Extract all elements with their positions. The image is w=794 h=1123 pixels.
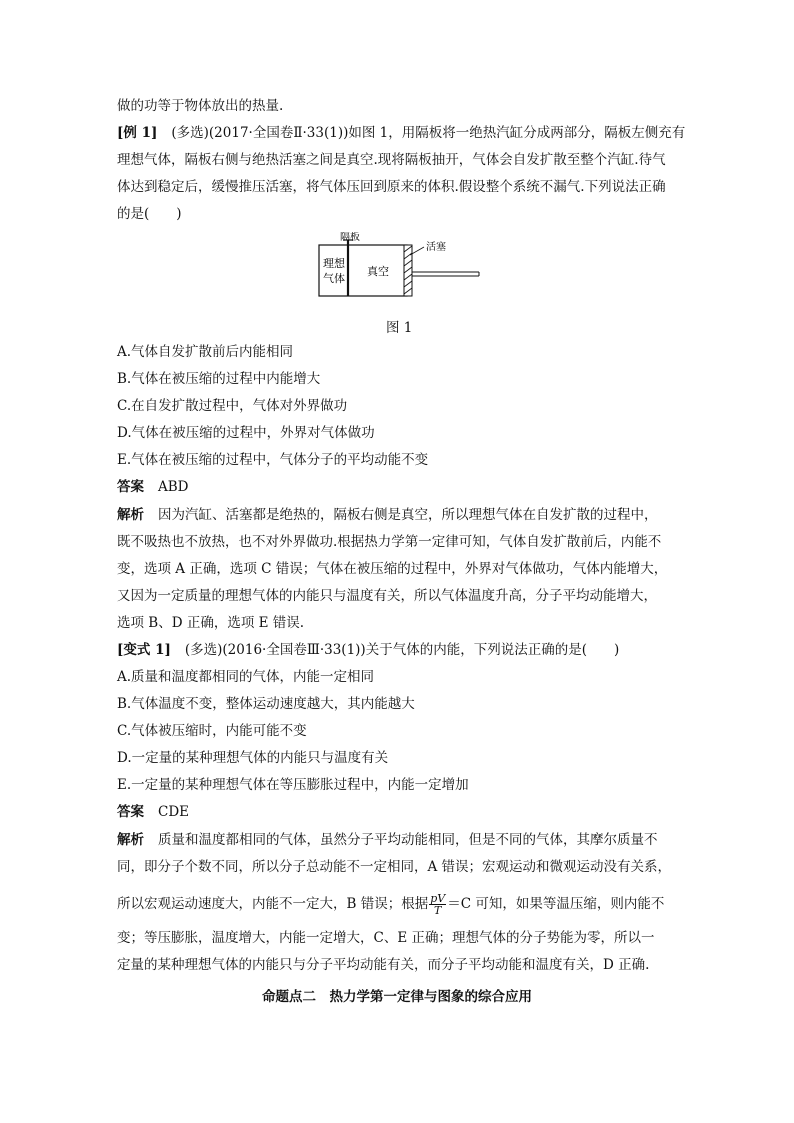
option-e-1: E.气体在被压缩的过程中，气体分子的平均动能不变: [117, 452, 429, 468]
analysis-1-line-1: 解析 因为汽缸、活塞都是绝热的，隔板右侧是真空，所以理想气体在自发扩散的过程中，: [117, 507, 658, 523]
option-c-1: C.在自发扩散过程中，气体对外界做功: [117, 398, 348, 414]
analysis-1-label: 解析: [117, 507, 144, 523]
example-1-line-1: [例 1] (多选)(2017·全国卷Ⅱ·33(1))如图 1，用隔板将一绝热汽缸分成两部分，隔板左侧充有: [117, 125, 686, 141]
answer-2: [117, 802, 682, 822]
piston: [404, 245, 412, 296]
option-a-1: A.气体自发扩散前后内能相同: [117, 344, 294, 360]
option-b-1: B.气体在被压缩的过程中内能增大: [117, 371, 321, 387]
analysis-2-line-5: 定量的某种理想气体的内能只与分子平均动能有关，而分子平均动能和温度有关，D 正确.: [117, 957, 650, 973]
example-1-line-3: 体达到稳定后，缓慢推压活塞，将气体压回到原来的体积.假设整个系统不漏气.下列说法正确: [117, 179, 666, 195]
variant-1-line-1: [变式 1] (多选)(2016·全国卷Ⅲ·33(1))关于气体的内能，下列说法正确的是( ): [117, 642, 620, 658]
analysis-2-line-2: 同，即分子个数不同，所以分子总动能不一定相同，A 错误；宏观运动和微观运动没有关系，: [117, 859, 672, 875]
gas-label-1: 理想: [323, 257, 345, 270]
example-1-tag: [例 1]: [117, 125, 158, 141]
pv-over-t-fraction: $\frac{pV}{T}$: [430, 892, 446, 917]
option-b-2: B.气体温度不变，整体运动速度越大，其内能越大: [117, 696, 415, 712]
analysis-1-line-3: 变，选项 A 正确，选项 C 错误；气体在被压缩的过程中，外界对气体做功，气体内能增大，: [117, 561, 668, 577]
answer-1: [117, 477, 682, 497]
variant-1-tag: [变式 1]: [117, 642, 171, 658]
example-1-line-2: 理想气体，隔板右侧与绝热活塞之间是真空.现将隔板抽开，气体会自发扩散至整个汽缸.待气: [117, 152, 666, 168]
piston-label: 活塞: [426, 242, 446, 253]
analysis-2-line-1: 解析 质量和温度都相同的气体，虽然分子平均动能相同，但是不同的气体，其摩尔质量不: [117, 832, 658, 848]
option-c-2: C.气体被压缩时，内能可能不变: [117, 723, 307, 739]
section-heading: 命题点二 热力学第一定律与图象的综合应用: [262, 989, 532, 1005]
analysis-2-line-4: 变；等压膨胀，温度增大，内能一定增大，C、E 正确；理想气体的分子势能为零，所以一: [117, 930, 655, 946]
analysis-2-line-3: 所以宏观运动速度大，内能不一定大，B 错误；根据 $\frac{pV}{T}$ ＝C 可知，如果等温压缩，则内能不: [117, 892, 665, 917]
analysis-2-label: 解析: [117, 832, 144, 848]
analysis-1-line-5: 选项 B、D 正确，选项 E 错误.: [117, 615, 305, 631]
option-a-2: A.质量和温度都相同的气体，内能一定相同: [117, 669, 375, 685]
answer-2-value: CDE: [158, 804, 190, 820]
answer-1-label: 答案: [117, 479, 144, 495]
partition-label: 隔板: [340, 232, 360, 243]
analysis-1-line-2: 既不吸热也不放热，也不对外界做功.根据热力学第一定律可知，气体自发扩散前后，内能不: [117, 534, 662, 550]
option-d-1: D.气体在被压缩的过程中，外界对气体做功: [117, 425, 375, 441]
option-d-2: D.一定量的某种理想气体的内能只与温度有关: [117, 750, 389, 766]
figure-caption: 图 1: [386, 320, 413, 336]
paragraph-continuation: 做的功等于物体放出的热量.: [117, 98, 284, 114]
answer-2-label: 答案: [117, 804, 144, 820]
answer-1-value: ABD: [158, 479, 189, 495]
gas-cylinder-figure: [318, 232, 480, 298]
vacuum-label: 真空: [367, 265, 389, 278]
example-1-line-4: 的是( ): [117, 206, 182, 222]
analysis-1-line-4: 又因为一定质量的理想气体的内能只与温度有关，所以气体温度升高，分子平均动能增大，: [117, 588, 657, 604]
gas-label-2: 气体: [323, 272, 345, 285]
option-e-2: E.一定量的某种理想气体在等压膨胀过程中，内能一定增加: [117, 777, 469, 793]
